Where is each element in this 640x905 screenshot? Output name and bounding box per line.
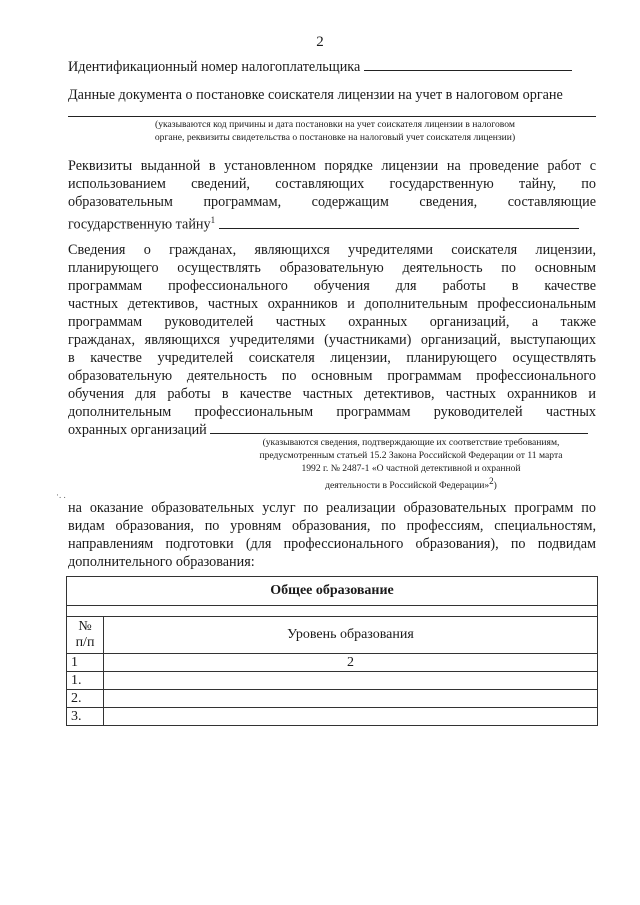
scan-speck: ·. . — [56, 490, 66, 500]
tin-row — [68, 58, 572, 76]
secret-license-line-2: использованием сведений, составляющих государственную тайну, по — [68, 176, 596, 192]
registration-label: Данные документа о постановке соискателя лицензии на учет в налоговом органе — [68, 87, 563, 103]
founders-note-3: 1992 г. № 2487-1 «О частной детективной и охранной — [301, 463, 521, 474]
founders-note-close: ) — [493, 480, 497, 492]
founders-line-10: дополнительным профессиональным программам руководителей частных — [68, 404, 596, 420]
col-header-num-line1: № — [78, 619, 92, 634]
founders-note-2: предусмотренным статьей 15.2 Закона Российской Федерации от 11 марта — [259, 450, 563, 461]
table-row — [67, 690, 598, 708]
secret-license-line-3: образовательным программам, содержащим сведения, составляющие — [68, 194, 596, 210]
registration-note-1: (указываются код причины и дата постановки на учет соискателя лицензии в налоговом — [155, 119, 515, 130]
secret-license-line-4: государственную тайну — [68, 216, 211, 233]
founders-line-11: охранных организаций — [68, 422, 207, 438]
secret-license-line-1: Реквизиты выданной в установленном порядке лицензии на проведение работ с — [68, 158, 596, 174]
founders-line-1: Сведения о гражданах, являющихся учредителями соискателя лицензии, — [68, 242, 596, 258]
tin-label: Идентификационный номер налогоплательщика — [68, 59, 361, 75]
services-line-2: видам образования, по уровням образования, по профессиям, специальностям, — [68, 518, 596, 534]
founders-line-7: в качестве учредителей соискателя лицензии, планирующего осуществлять — [68, 350, 596, 366]
col-header-level: Уровень образования — [104, 617, 598, 654]
footnote-mark-1: 1 — [210, 215, 216, 225]
founders-line-5: программам руководителей частных охранных организаций, а также — [68, 314, 596, 330]
table-row — [67, 708, 598, 726]
row-level-field[interactable] — [104, 672, 598, 690]
row-num: 3. — [67, 708, 104, 726]
founders-line-3: программам профессионального обучения для работы в качестве — [68, 278, 596, 294]
registration-field[interactable] — [68, 116, 596, 117]
founders-note-4-row — [226, 475, 596, 492]
secret-license-field[interactable] — [219, 216, 579, 229]
services-line-4: дополнительного образования: — [68, 554, 255, 570]
founders-line-8: образовательную деятельность по основным программам профессионального — [68, 368, 596, 384]
founders-line-4: частных детективов, частных охранников и дополнительным профессиональным — [68, 296, 596, 312]
founders-line-9: обучения для работы в качестве частных детективов, частных охранников и — [68, 386, 596, 402]
general-education-table — [66, 576, 598, 726]
index-cell-2: 2 — [104, 654, 598, 672]
founders-note-4: деятельности в Российской Федерации» — [325, 480, 490, 492]
secret-license-line-4-row — [68, 211, 579, 234]
table-row — [67, 672, 598, 690]
table-title: Общее образование — [67, 577, 598, 606]
tin-field[interactable] — [364, 58, 572, 71]
founders-field[interactable] — [210, 421, 588, 434]
row-num: 1. — [67, 672, 104, 690]
registration-note-2: органе, реквизиты свидетельства о постановке на налоговый учет соискателя лицензии) — [154, 132, 516, 143]
founders-line-2: планирующего осуществлять образовательную деятельность по основным — [68, 260, 596, 276]
row-level-field[interactable] — [104, 690, 598, 708]
row-level-field[interactable] — [104, 708, 598, 726]
row-num: 2. — [67, 690, 104, 708]
founders-note-1: (указываются сведения, подтверждающие их соответствие требованиям, — [262, 437, 560, 448]
page-number: 2 — [316, 34, 324, 50]
founders-line-6: гражданах, являющихся учредителями (участниками) организаций, выступающих — [68, 332, 596, 348]
index-cell-1: 1 — [67, 654, 104, 672]
table-spacer-row — [67, 606, 598, 617]
services-line-3: направлениям подготовки (для профессионального образования), по подвидам — [68, 536, 596, 552]
services-line-1: на оказание образовательных услуг по реализации образовательных программ по — [68, 500, 596, 516]
col-header-num — [67, 617, 104, 654]
footnote-mark-2: 2 — [489, 476, 494, 486]
col-header-num-line2: п/п — [75, 635, 95, 650]
